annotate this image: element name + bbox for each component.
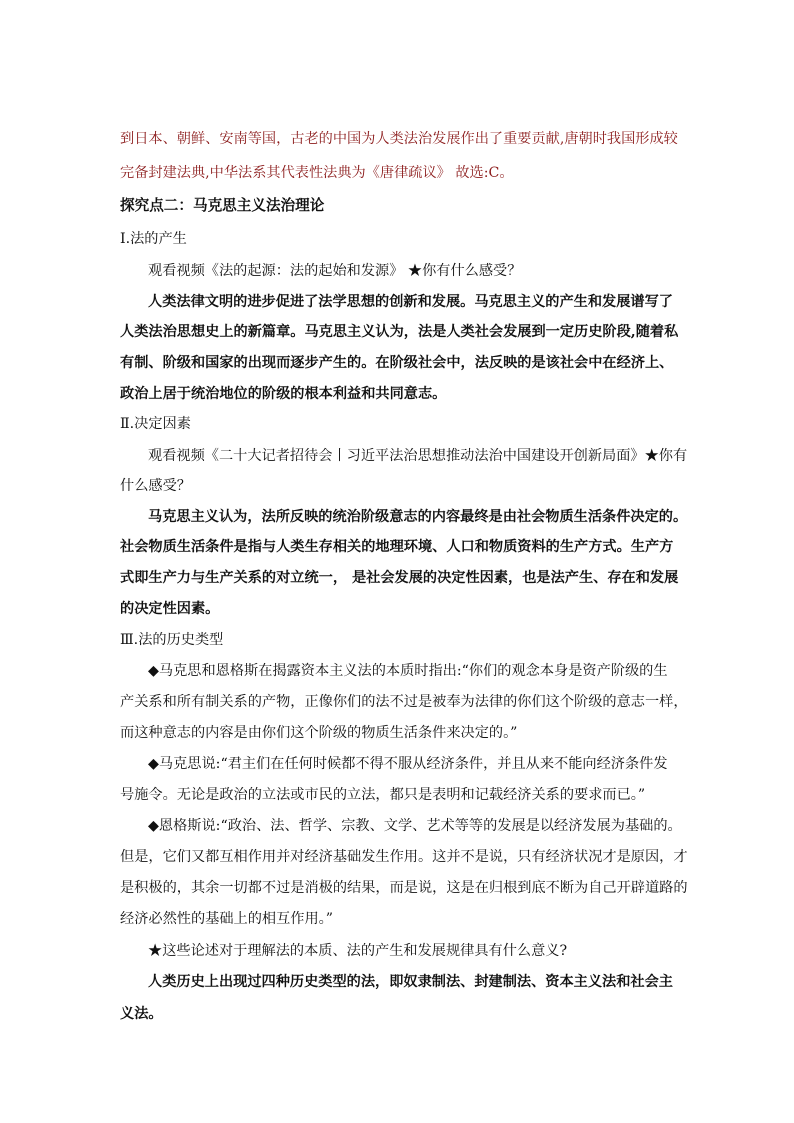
- part3-question: ★这些论述对于理解法的本质、法的产生和发展规律具有什么意义?: [148, 943, 568, 959]
- part2-prompt-line-2: 什么感受？: [120, 478, 191, 494]
- quote1-line-1: ◆马克思和恩格斯在揭露资本主义法的本质时指出:“你们的观念本身是资产阶级的生: [148, 663, 668, 679]
- part2-line-4: 的决定性因素。: [120, 601, 220, 617]
- section-title: 探究点二：马克思主义法治理论: [120, 197, 325, 214]
- part1-line-3: 有制、阶级和国家的出现而逐步产生的。在阶级社会中，法反映的是该社会中在经济上、: [120, 355, 674, 371]
- part2-line-2: 社会物质生活条件是指与人类生存相关的地理环境、人口和物质资料的生产方式。生产方: [120, 539, 674, 555]
- quote2-line-1: ◆马克思说:“君主们在任何时候都不得不服从经济条件，并且从来不能向经济条件发: [148, 756, 668, 772]
- conclusion-line-2: 义法。: [120, 1006, 163, 1022]
- conclusion-line-1: 人类历史上出现过四种历史类型的法，即奴隶制法、封建制法、资本主义法和社会主: [148, 974, 673, 990]
- quote3-line-2: 但是，它们又都互相作用并对经济基础发生作用。这并不是说，只有经济状况才是原因，才: [120, 849, 688, 865]
- part1-prompt: 观看视频《法的起源：法的起始和发源》 ★你有什么感受？: [148, 263, 522, 279]
- quote1-line-2: 产关系和所有制关系的产物，正像你们的法不过是被奉为法律的你们这个阶级的意志一样，: [120, 694, 688, 710]
- part2-line-1: 马克思主义认为，法所反映的统治阶级意志的内容最终是由社会物质生活条件决定的。: [148, 509, 688, 525]
- quote3-line-1: ◆恩格斯说:“政治、法、哲学、宗教、文学、艺术等等的发展是以经济发展为基础的。: [148, 818, 682, 834]
- part3-heading: Ⅲ.法的历史类型: [120, 632, 224, 648]
- part1-heading: Ⅰ.法的产生: [120, 231, 187, 247]
- part1-line-4: 政治上居于统治地位的阶级的根本利益和共同意志。: [120, 386, 447, 402]
- part1-line-1: 人类法律文明的进步促进了法学思想的创新和发展。马克思主义的产生和发展谱写了: [148, 294, 673, 310]
- answer-line-2: 完备封建法典,中华法系其代表性法典为《唐律疏议》 故选:C。: [120, 165, 514, 181]
- quote2-line-2: 号施令。无论是政治的立法或市民的立法，都只是表明和记载经济关系的要求而已。”: [120, 787, 646, 803]
- quote3-line-4: 经济必然性的基础上的相互作用。”: [120, 911, 333, 927]
- part2-prompt-line-1: 观看视频《二十大记者招待会丨习近平法治思想推动法治中国建设开创新局面》★你有: [148, 448, 688, 464]
- quote3-line-3: 是积极的，其余一切都不过是消极的结果，而是说，这是在归根到底不断为自己开辟道路的: [120, 880, 688, 896]
- part1-line-2: 人类法治思想史上的新篇章。马克思主义认为，法是人类社会发展到一定历史阶段,随着私: [120, 324, 679, 340]
- answer-line-1: 到日本、朝鲜、安南等国，古老的中国为人类法治发展作出了重要贡献,唐朝时我国形成较: [120, 131, 678, 147]
- quote1-line-3: 而这种意志的内容是由你们这个阶级的物质生活条件来决定的。”: [120, 725, 518, 741]
- part2-line-3: 式即生产力与生产关系的对立统一， 是社会发展的决定性因素，也是法产生、存在和发展: [120, 570, 679, 586]
- part2-heading: Ⅱ.决定因素: [120, 416, 191, 432]
